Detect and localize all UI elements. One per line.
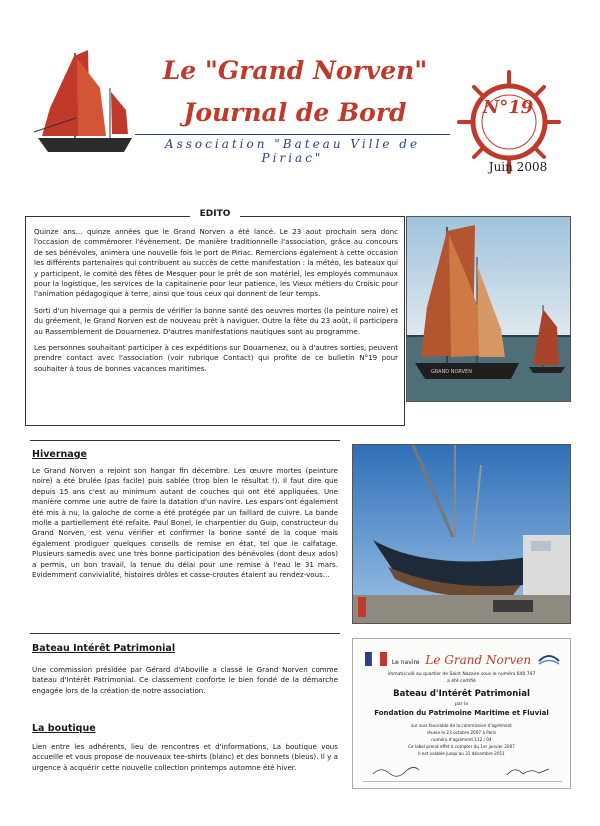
certificate-footer-rule [363, 781, 562, 782]
edito-paragraph: Quinze ans… quinze années que le Grand Norven a été lancé. Le 23 aout prochain sera donc l'occasion de commémorer l'évènement. De manière traditionnelle l'association, grâce au concours de ses bénévoles, animera une nouvelle fois le port de Piriac. Remercions également à cette occasion les différents partenaires qui contribuent au succès de cette manifestation : la météo, les bateaux qui y participent, le comité des fêtes de Mesquer pour le prêt de son matériel, les employés communaux pour la logistique, les services de la capitainerie pour leur patience, les Vieux métiers du Croisic pour l'animation pédagogique à terre, ainsi que tous ceux qui donnent de leur temps. [34, 227, 398, 299]
hivernage-text: Le Grand Norven a rejoint son hangar fin décembre. Les œuvre mortes (peinture noire) a été brulée (pas facile) puis sablée (trop bien le résultat !). Il faut dire que depuis 15 ans c'est au minimum autant de couches qui ont été appliquées. Une manière comme une autre de faire la datation d'un navire. Les espars ont également été mis à nu, la galoche de corne a été protégée par un faillard de cuivre. La bande molle a partiellement été refaite. Paul Bonel, le charpentier du Guip, constructeur du Grand Norven, est venu vérifier et confirmer la bonne santé de la coque mais également prodiguer quelques conseils de remise en état, tel que le calfatage. Plusieurs samedis avec une très bonne participation des bénévoles (dont deux ados) a permis, un bon travail, la tenue du délai pour une remise à l'eau le 31 mars. Evidemment convivialité, histoires drôles et casse-croutes étaient au rendez-vous… [32, 466, 338, 580]
journal-title-line2: Journal de Bord [183, 98, 407, 127]
boutique-text: Lien entre les adhérents, lieu de rencontres et d'informations, La boutique vous accueille et vous propose de nouveaux tee-shirts (blanc) et des bonnets (bleus). Il y a urgence à acquérir cette nouvelle collection printemps automne été hiver. [32, 742, 338, 772]
certificate-heading1: Bateau d'Intérêt Patrimonial [393, 689, 530, 699]
issue-date: Juin 2008 [488, 160, 548, 174]
section-divider [30, 440, 340, 441]
issue-number: N°19 [482, 97, 534, 118]
edito-paragraph: Les personnes souhaitant participer à ces expéditions sur Douarnenez, ou à d'autres sorties, peuvent prendre contact avec l'association (voir rubrique Contact) qui profite de ce bulletin N°19 pour souhaiter à tous de bonnes vacances maritimes. [34, 343, 398, 373]
title-divider [135, 134, 450, 135]
hivernage-title: Hivernage [32, 449, 87, 460]
certificate-heading2: Fondation du Patrimoine Maritime et Fluvial [374, 709, 549, 717]
certificate-intro: Le navire [391, 659, 420, 666]
photo-boat-crane [352, 444, 571, 624]
association-name: Association "Bateau Ville de Piriac" [164, 137, 421, 165]
boat-hull-name: GRAND NORVEN [431, 369, 472, 375]
certificate-line3: par la [455, 702, 468, 707]
certificate-line6: numéro d'agrément 112 / 04 [431, 737, 492, 742]
patrimonial-title: Bateau Intérêt Patrimonial [32, 643, 176, 654]
section-divider [30, 633, 340, 634]
certificate-signature-right [503, 763, 553, 782]
certificate-line7: Ce label prend effet à compter du 1er janvier 2007 [408, 744, 515, 749]
logo-sailboat [30, 48, 135, 158]
certificate-signature-left [371, 763, 421, 782]
certificate-boat-name: Le Grand Norven [425, 653, 532, 667]
patrimonial-text: Une commission présidée par Gérard d'Aboville a classé le Grand Norven comme bateau d'Intérêt Patrimonial. Ce classement conforte le bien fondé de la démarche engagée lors de la création de notre association. [32, 665, 338, 695]
edito-body [34, 227, 398, 374]
edito-paragraph: Sorti d'un hivernage qui a permis de vérifier la bonne santé des oeuvres mortes (la peinture noire) et du gréement, le Grand Norven est de nouveau prêt à naviguer. Outre la fête du 23 août, il participera au Rassemblement de Douarnenez. D'autres manifestations nautiques sont au programme. [34, 305, 398, 336]
journal-title-line1: Le "Grand Norven" [162, 56, 428, 85]
edito-heading: EDITO [190, 209, 240, 219]
certificate-line5: réunie le 23 octobre 2007 à Paris [426, 730, 497, 735]
certificate-document [352, 638, 571, 789]
certificate-line2: a été certifié [447, 679, 476, 684]
photo-sailing-boat [406, 216, 571, 402]
certificate-line8: Il est valable jusqu'au 31 décembre 2011 [418, 751, 505, 756]
certificate-line4: sur avis favorable de la commission d'agrément [411, 723, 512, 728]
certificate-line1: immatriculé au quartier de Saint Nazaire sous le numéro 640 747 [387, 672, 536, 677]
boutique-title: La boutique [32, 723, 96, 734]
